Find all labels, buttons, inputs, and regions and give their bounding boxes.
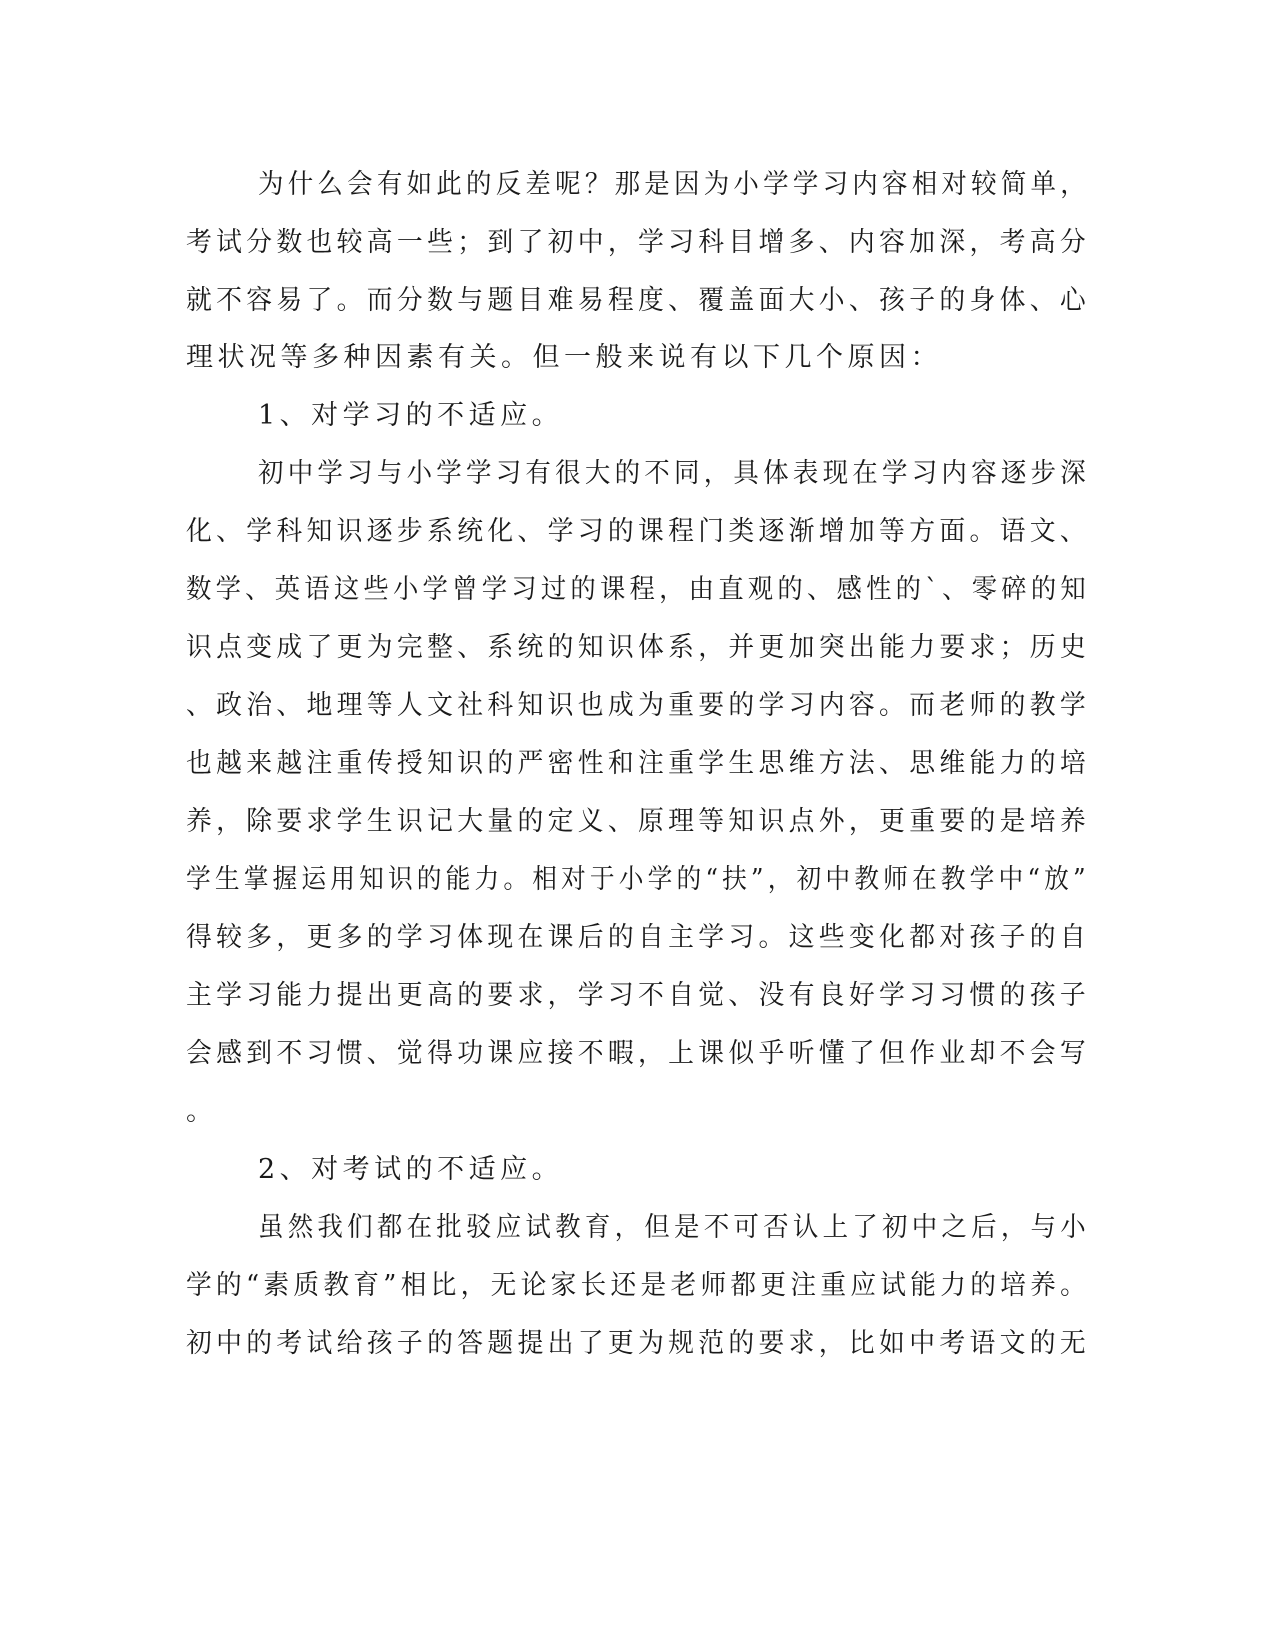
text-line: 得较多，更多的学习体现在课后的自主学习。这些变化都对孩子的自 [186,922,1090,953]
text-line: 会感到不习惯、觉得功课应接不暇，上课似乎听懂了但作业却不会写 [186,1038,1090,1069]
text-line: 理状况等多种因素有关。但一般来说有以下几个原因： [186,342,942,373]
text-line: 学生掌握运用知识的能力。相对于小学的“扶”，初中教师在教学中“放” [186,864,1090,895]
text-line: 化、学科知识逐步系统化、学习的课程门类逐渐增加等方面。语文、 [186,516,1090,547]
text-line: 初中的考试给孩子的答题提出了更为规范的要求，比如中考语文的无 [186,1328,1090,1359]
text-line: 主学习能力提出更高的要求，学习不自觉、没有良好学习习惯的孩子 [186,980,1090,1011]
text-line: 也越来越注重传授知识的严密性和注重学生思维方法、思维能力的培 [186,748,1090,779]
text-line: 就不容易了。而分数与题目难易程度、覆盖面大小、孩子的身体、心 [186,285,1090,316]
text-line: 学的“素质教育”相比，无论家长还是老师都更注重应试能力的培养。 [186,1270,1091,1301]
text-line: 为什么会有如此的反差呢？那是因为小学学习内容相对较简单， [258,169,1090,200]
text-line: 养，除要求学生识记大量的定义、原理等知识点外，更重要的是培养 [186,806,1090,837]
text-line: 虽然我们都在批驳应试教育，但是不可否认上了初中之后，与小 [258,1212,1090,1243]
text-line: 考试分数也较高一些；到了初中，学习科目增多、内容加深，考高分 [186,227,1090,258]
text-line: 识点变成了更为完整、系统的知识体系，并更加突出能力要求；历史 [186,632,1090,663]
text-line: 数学、英语这些小学曾学习过的课程，由直观的、感性的`、零碎的知 [186,574,1090,605]
text-line: 、政治、地理等人文社科知识也成为重要的学习内容。而老师的教学 [186,690,1090,721]
text-line: 初中学习与小学学习有很大的不同，具体表现在学习内容逐步深 [258,458,1090,489]
section-heading: 2、对考试的不适应。 [258,1154,564,1185]
text-line: 。 [186,1096,218,1127]
section-heading: 1、对学习的不适应。 [258,400,564,431]
